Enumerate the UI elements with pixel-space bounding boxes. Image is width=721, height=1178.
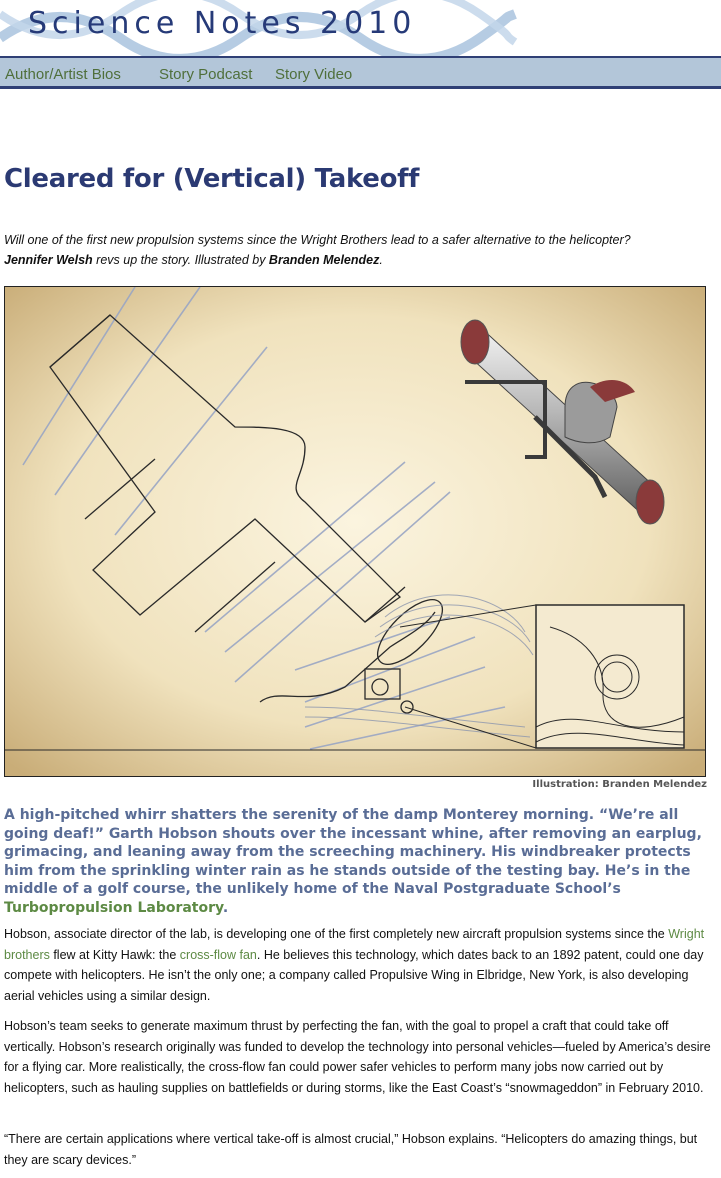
article-title: Cleared for (Vertical) Takeoff <box>4 164 420 194</box>
wright-brothers-link[interactable]: Wright brothers <box>4 927 705 962</box>
deck-illustrator: Branden Melendez <box>268 253 380 267</box>
deck-author: Jennifer Welsh <box>4 253 93 267</box>
article-paragraph-1 <box>4 924 714 1006</box>
lede-text: A high-pitched whirr shatters the serenity of the damp Monterey morning. “We’re all going deaf!” Garth Hobson shouts over the incessant whine, after removing an earplug, grimacing, and leaning away from the screeching machinery. His windbreaker protects him from the sprinkling winter rain as he stands outside of the testing bay. He’s in the middle of a golf course, the unlikely home of the Naval Postgraduate School’s <box>4 807 702 897</box>
article-lede <box>4 806 714 917</box>
article-paragraph-2: Hobson’s team seeks to generate maximum thrust by perfecting the fan, with the goal to propel a craft that could take off vertically. Hobson’s research originally was funded to develop the technology into personal vehicles—fueled by America’s desire for a flying car. More realistically, the cross-flow fan could power safer vehicles to perform many jobs now carried out by helicopters, such as hauling supplies on battlefields or during storms, like the East Coast’s “snowmageddon” in February 2010. <box>4 1019 711 1095</box>
turbopropulsion-laboratory-link[interactable]: Turbopropulsion Laboratory <box>4 899 223 916</box>
p1-text-b: flew at Kitty Hawk: the <box>49 947 180 962</box>
figure-caption: Illustration: Branden Melendez <box>532 779 707 790</box>
nav-story-podcast[interactable]: Story Podcast <box>159 66 253 83</box>
site-banner <box>0 0 721 56</box>
deck-question: Will one of the first new propulsion systems since the Wright Brothers lead to a safer alternative to the helicopter? <box>4 233 631 247</box>
deck-text: revs up the story. Illustrated by <box>92 253 269 267</box>
cross-flow-fan-link[interactable]: cross-flow fan <box>179 947 257 962</box>
article-deck <box>4 230 709 270</box>
deck-period: . <box>379 253 383 267</box>
site-title[interactable]: Science Notes 2010 <box>28 6 417 41</box>
lede-period: . <box>222 899 229 916</box>
cross-flow-fan-illustration <box>5 287 705 776</box>
nav-bar <box>0 56 721 89</box>
p1-text-c: . He believes this technology, which dates back to an 1892 patent, could one day compete with helicopters. He isn’t the only one; a company called Propulsive Wing in Elbridge, New York, is also developing aerial vehicles using a similar design. <box>4 947 704 1003</box>
p1-text-a: Hobson, associate director of the lab, is developing one of the first completely new aircraft propulsion systems since the <box>4 927 669 941</box>
article-paragraph-3: “There are certain applications where vertical take-off is almost crucial,” Hobson explains. “Helicopters do amazing things, but they are scary devices.” <box>4 1132 698 1167</box>
nav-story-video[interactable]: Story Video <box>275 66 353 83</box>
nav-author-artist-bios[interactable]: Author/Artist Bios <box>5 66 121 83</box>
article-illustration <box>4 286 706 777</box>
